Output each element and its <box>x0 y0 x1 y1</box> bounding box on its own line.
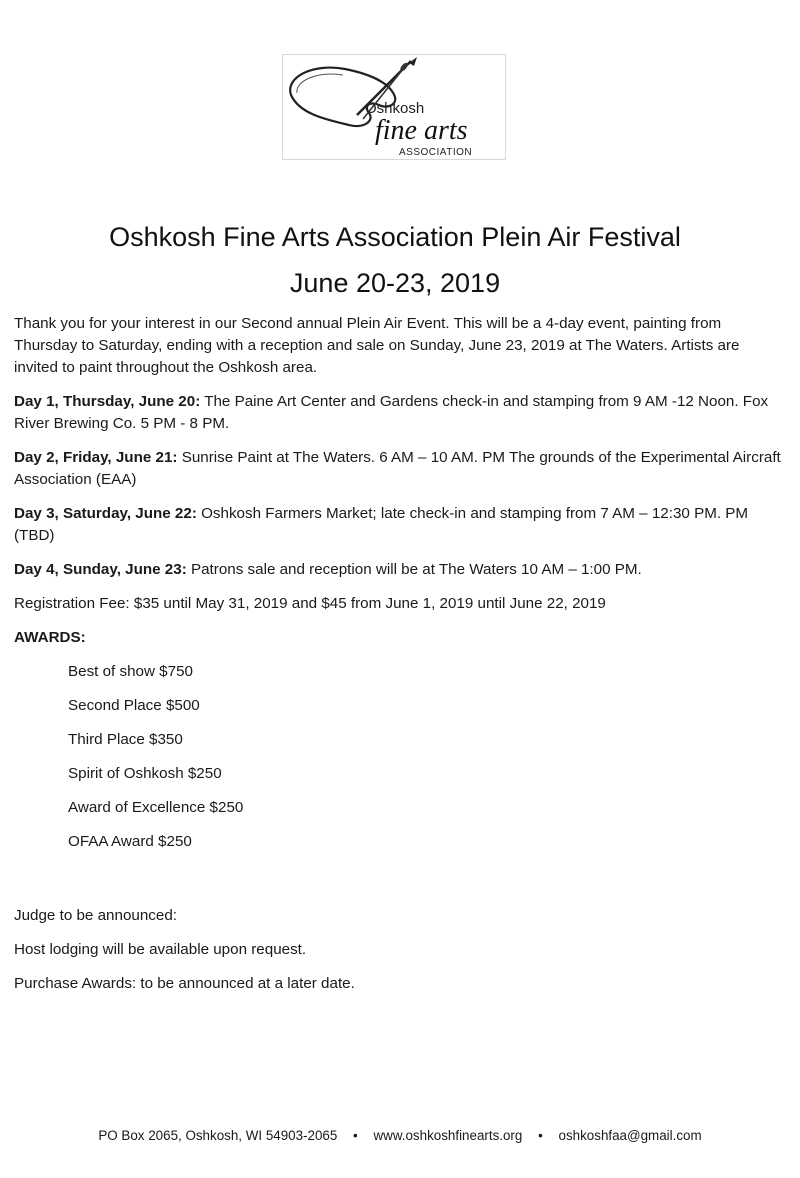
footer-address: PO Box 2065, Oshkosh, WI 54903-2065 <box>98 1128 338 1143</box>
title-block <box>0 218 790 302</box>
content <box>14 313 786 1007</box>
day-label: Day 2, Friday, June 21: <box>14 449 178 466</box>
intro-paragraph: Thank you for your interest in our Second annual Plein Air Event. This will be a 4-day event, painting from Thursday to Saturday, ending with a reception and sale on Sunday, June 23, 2019 at The Waters. Artists are invited to paint throughout the Oshkosh area. <box>14 315 740 376</box>
day-item <box>14 447 786 491</box>
footer-website-link[interactable]: www.oshkoshfinearts.org <box>373 1128 523 1143</box>
bullet-separator: • <box>353 1128 358 1143</box>
day-item <box>14 503 786 547</box>
award-item: Spirit of Oshkosh $250 <box>68 765 222 782</box>
purchase-awards-note: Purchase Awards: to be announced at a later date. <box>14 975 355 992</box>
day-label: Day 1, Thursday, June 20: <box>14 393 201 410</box>
award-item: Award of Excellence $250 <box>68 799 244 816</box>
day-label: Day 3, Saturday, June 22: <box>14 505 197 522</box>
footer-email-link[interactable]: oshkoshfaa@gmail.com <box>558 1128 702 1143</box>
event-date: June 20-23, 2019 <box>289 268 501 298</box>
award-item: Third Place $350 <box>68 731 183 748</box>
awards-list <box>14 661 786 853</box>
judge-note: Judge to be announced: <box>14 907 177 924</box>
award-item: Second Place $500 <box>68 697 200 714</box>
lodging-note: Host lodging will be available upon request. <box>14 941 307 958</box>
award-item: OFAA Award $250 <box>68 833 192 850</box>
footer <box>0 1126 800 1146</box>
logo-line2: fine arts <box>375 115 468 146</box>
day-item <box>14 559 786 581</box>
bullet-separator: • <box>538 1128 543 1143</box>
logo-line1: Oshkosh <box>365 100 425 117</box>
day-text: Patrons sale and reception will be at The Waters 10 AM – 1:00 PM. <box>186 561 642 578</box>
registration-fee: Registration Fee: $35 until May 31, 2019 and $45 from June 1, 2019 until June 22, 2019 <box>14 595 606 612</box>
day-text: Sunrise Paint at The Waters. 6 AM – 10 AM. PM The grounds of the Experimental Aircraft Association (EAA) <box>14 449 781 488</box>
logo <box>282 54 506 160</box>
day-text: The Paine Art Center and Gardens check-in and stamping from 9 AM -12 Noon. Fox River Brewing Co. 5 PM - 8 PM. <box>14 393 769 432</box>
award-item: Best of show $750 <box>68 663 193 680</box>
awards-heading: AWARDS: <box>14 629 86 646</box>
page-title: Oshkosh Fine Arts Association Plein Air Festival <box>109 222 681 252</box>
day-label: Day 4, Sunday, June 23: <box>14 561 187 578</box>
logo-line3: ASSOCIATION <box>399 147 473 158</box>
day-text: Oshkosh Farmers Market; late check-in and stamping from 7 AM – 12:30 PM. PM (TBD) <box>14 505 749 544</box>
palette-brush-icon <box>283 55 505 159</box>
notes <box>14 905 786 995</box>
day-item <box>14 391 786 435</box>
